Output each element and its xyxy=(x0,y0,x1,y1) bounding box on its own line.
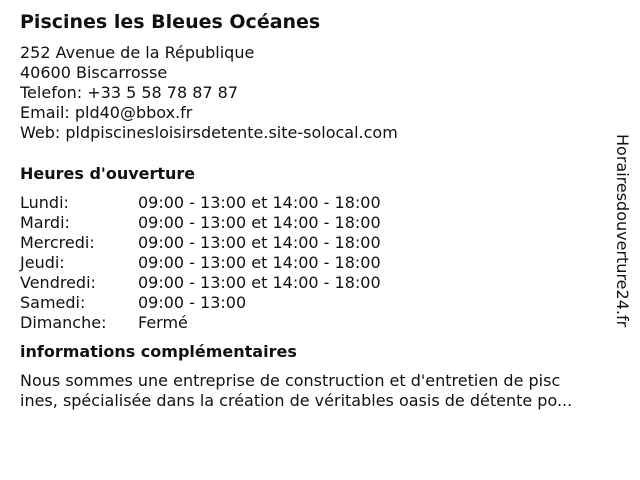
day-label: Mercredi: xyxy=(20,233,95,252)
day-label: Lundi: xyxy=(20,193,69,212)
hours-value: 09:00 - 13:00 et 14:00 - 18:00 xyxy=(138,233,381,252)
business-card xyxy=(20,10,610,411)
hours-row-samedi xyxy=(20,293,610,313)
web-line: Web: pldpiscinesloisirsdetente.site-solocal.com xyxy=(20,123,398,142)
hours-row-lundi xyxy=(20,193,610,213)
hours-table xyxy=(20,193,610,333)
brand-watermark: Horairesdouverture24.fr xyxy=(613,134,632,328)
hours-value: Fermé xyxy=(138,313,188,332)
hours-title: Heures d'ouverture xyxy=(20,164,196,183)
info-title: informations complémentaires xyxy=(20,342,297,361)
address-line-1: 252 Avenue de la République xyxy=(20,43,255,62)
hours-row-vendredi xyxy=(20,273,610,293)
hours-row-mardi xyxy=(20,213,610,233)
description-line-2: ines, spécialisée dans la création de véritables oasis de détente po... xyxy=(20,391,573,410)
address-line-2: 40600 Biscarrosse xyxy=(20,63,168,82)
day-label: Dimanche: xyxy=(20,313,107,332)
hours-row-jeudi xyxy=(20,253,610,273)
hours-value: 09:00 - 13:00 et 14:00 - 18:00 xyxy=(138,273,381,292)
description xyxy=(20,371,620,411)
hours-row-mercredi xyxy=(20,233,610,253)
hours-value: 09:00 - 13:00 et 14:00 - 18:00 xyxy=(138,253,381,272)
business-name: Piscines les Bleues Océanes xyxy=(20,11,321,33)
day-label: Vendredi: xyxy=(20,273,96,292)
description-line-1: Nous sommes une entreprise de construction et d'entretien de pisc xyxy=(20,371,561,390)
hours-value: 09:00 - 13:00 et 14:00 - 18:00 xyxy=(138,213,381,232)
hours-value: 09:00 - 13:00 et 14:00 - 18:00 xyxy=(138,193,381,212)
day-label: Samedi: xyxy=(20,293,86,312)
phone-line: Telefon: +33 5 58 78 87 87 xyxy=(20,83,239,102)
hours-row-dimanche xyxy=(20,313,610,333)
day-label: Mardi: xyxy=(20,213,70,232)
email-line: Email: pld40@bbox.fr xyxy=(20,103,193,122)
hours-value: 09:00 - 13:00 xyxy=(138,293,247,312)
day-label: Jeudi: xyxy=(20,253,65,272)
